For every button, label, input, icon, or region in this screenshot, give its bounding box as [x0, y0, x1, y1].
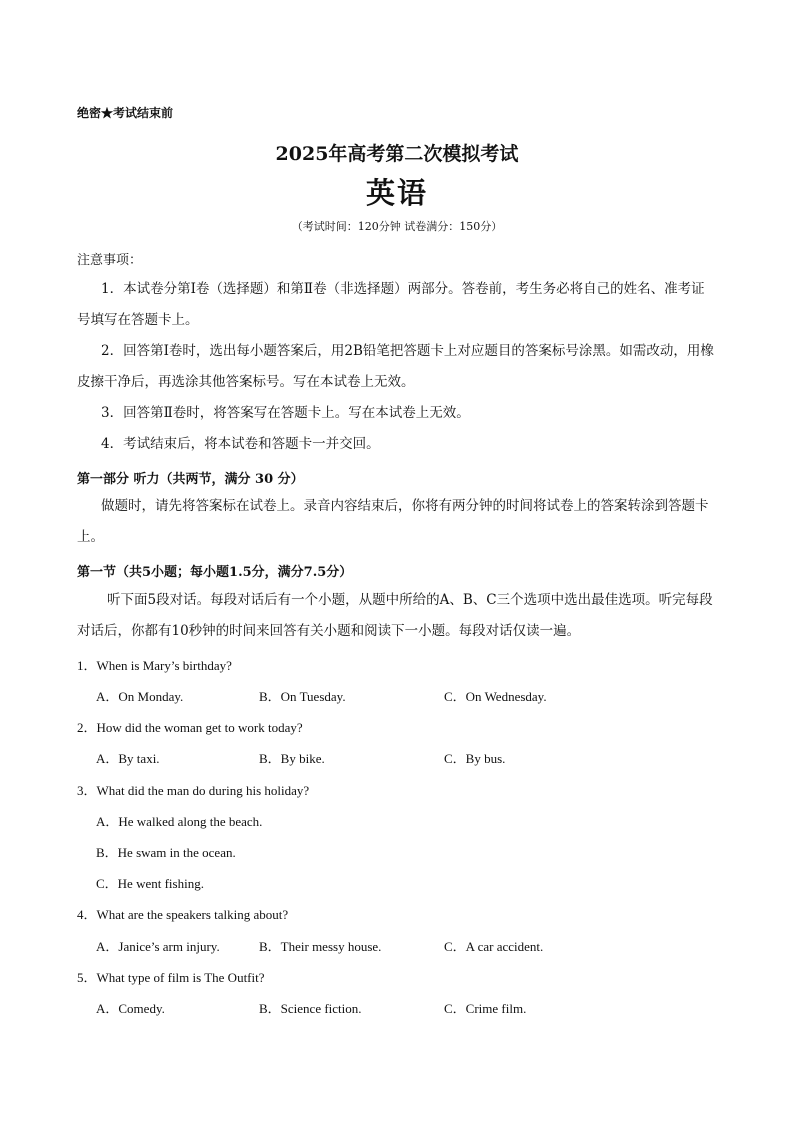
question-2-option-c: C．By bus. — [444, 751, 506, 766]
question-3: 3．What did the man do during his holiday? — [77, 783, 310, 798]
question-5-option-b: B．Science fiction. — [259, 1001, 362, 1016]
question-1-option-a: A．On Monday. — [96, 689, 184, 704]
exam-info: （考试时间：120分钟 试卷满分：150分） — [291, 220, 503, 233]
subject-title: 英语 — [365, 176, 428, 210]
question-2-option-a: A．By taxi. — [96, 751, 160, 766]
notice-item-1: 1．本试卷分第Ⅰ卷（选择题）和第Ⅱ卷（非选择题）两部分。答卷前，考生务必将自己的姓名、准考证号填写在答题卡上。 — [77, 281, 705, 328]
confidential-label: 绝密★考试结束前 — [77, 106, 174, 120]
question-2: 2．How did the woman get to work today? — [77, 720, 303, 735]
question-3-option-c: C．He went fishing. — [96, 876, 204, 891]
exam-title: 2025年高考第二次模拟考试 — [275, 143, 519, 165]
question-4-option-c: C．A car accident. — [444, 939, 544, 954]
question-2-option-b: B．By bike. — [259, 751, 325, 766]
question-1-option-c: C．On Wednesday. — [444, 689, 547, 704]
notice-item-2: 2．回答第Ⅰ卷时，选出每小题答案后，用2B铅笔把答题卡上对应题目的答案标号涂黑。如需改动，用橡皮擦干净后，再选涂其他答案标号。写在本试卷上无效。 — [77, 343, 714, 390]
question-3-option-a: A．He walked along the beach. — [96, 814, 263, 829]
question-4-option-b: B．Their messy house. — [259, 939, 382, 954]
notice-item-3: 3．回答第Ⅱ卷时，将答案写在答题卡上。写在本试卷上无效。 — [101, 405, 470, 421]
question-1-option-b: B．On Tuesday. — [259, 689, 346, 704]
question-4: 4．What are the speakers talking about? — [77, 907, 289, 922]
question-5: 5．What type of film is The Outfit? — [77, 970, 265, 985]
question-4-option-a: A．Janice’s arm injury. — [96, 939, 220, 954]
notice-item-4: 4．考试结束后，将本试卷和答题卡一并交回。 — [101, 436, 380, 452]
part1-heading: 第一部分 听力（共两节，满分 30 分） — [77, 472, 304, 487]
question-3-option-b: B．He swam in the ocean. — [96, 845, 236, 860]
notice-heading: 注意事项： — [77, 253, 143, 268]
question-5-option-c: C．Crime film. — [444, 1001, 527, 1016]
section1-heading: 第一节（共5小题；每小题1.5分，满分7.5分） — [77, 565, 353, 580]
question-5-option-a: A．Comedy. — [96, 1001, 165, 1016]
section1-instruction: 听下面5段对话。每段对话后有一个小题，从题中所给的A、B、C三个选项中选出最佳选项。听完每段对话后，你都有10秒钟的时间来回答有关小题和阅读下一小题。每段对话仅读一遍。 — [77, 592, 713, 639]
question-1: 1．When is Mary’s birthday? — [77, 658, 232, 673]
part1-instruction: 做题时，请先将答案标在试卷上。录音内容结束后，你将有两分钟的时间将试卷上的答案转涂到答题卡上。 — [77, 498, 709, 545]
